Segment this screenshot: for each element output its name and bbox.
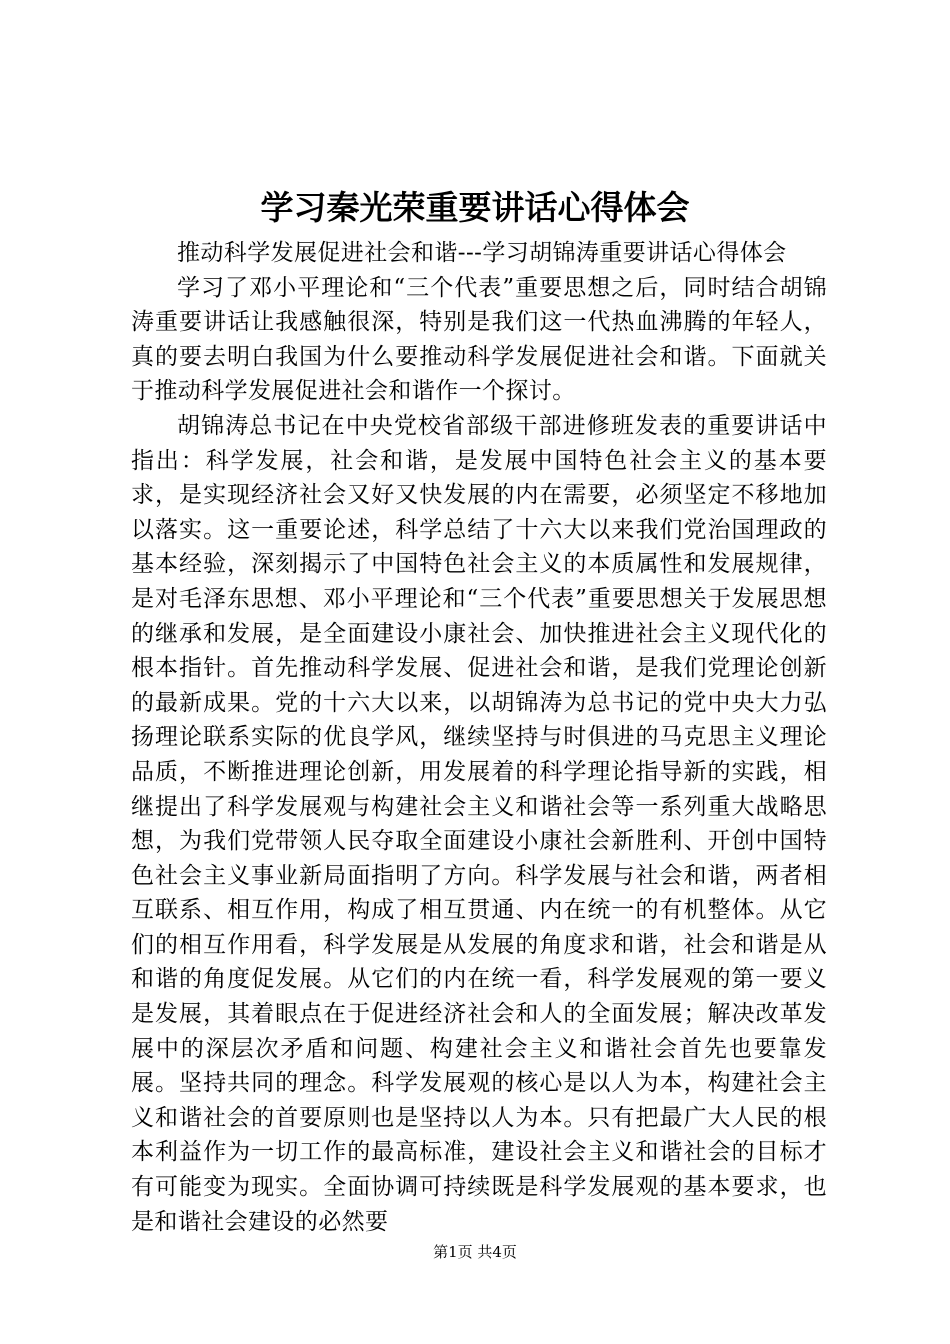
page-number-footer: 第1页 共4页 xyxy=(433,1243,517,1261)
paragraph-intro: 学习了邓小平理论和“三个代表”重要思想之后，同时结合胡锦涛重要讲话让我感触很深，特别是我们这一代热血沸腾的年轻人，真的要去明白我国为什么要推动科学发展促进社会和谐。下面就关于推动科学发展促进社会和谐作一个探讨。 xyxy=(131,274,827,405)
document-body xyxy=(131,236,827,1239)
document-title: 学习秦光荣重要讲话心得体会 xyxy=(260,188,690,227)
paragraph-subtitle: 推动科学发展促进社会和谐---学习胡锦涛重要讲话心得体会 xyxy=(177,240,787,266)
paragraph-main: 胡锦涛总书记在中央党校省部级干部进修班发表的重要讲话中指出：科学发展，社会和谐，是发展中国特色社会主义的基本要求，是实现经济社会又好又快发展的内在需要，必须坚定不移地加以落实。这一重要论述，科学总结了十六大以来我们党治国理政的基本经验，深刻揭示了中国特色社会主义的本质属性和发展规律，是对毛泽东思想、邓小平理论和“三个代表”重要思想关于发展思想的继承和发展，是全面建设小康社会、加快推进社会主义现代化的根本指针。首先推动科学发展、促进社会和谐，是我们党理论创新的最新成果。党的十六大以来，以胡锦涛为总书记的党中央大力弘扬理论联系实际的优良学风，继续坚持与时俱进的马克思主义理论品质，不断推进理论创新，用发展着的科学理论指导新的实践，相继提出了科学发展观与构建社会主义和谐社会等一系列重大战略思想，为我们党带领人民夺取全面建设小康社会新胜利、开创中国特色社会主义事业新局面指明了方向。科学发展与社会和谐，两者相互联系、相互作用，构成了相互贯通、内在统一的有机整体。从它们的相互作用看，科学发展是从发展的角度求和谐，社会和谐是从和谐的角度促发展。从它们的内在统一看，科学发展观的第一要义是发展，其着眼点在于促进经济社会和人的全面发展；解决改革发展中的深层次矛盾和问题、构建社会主义和谐社会首先也要靠发展。坚持共同的理念。科学发展观的核心是以人为本，构建社会主义和谐社会的首要原则也是坚持以人为本。只有把最广大人民的根本利益作为一切工作的最高标准，建设社会主义和谐社会的目标才有可能变为现实。全面协调可持续既是科学发展观的基本要求，也是和谐社会建设的必然要 xyxy=(131,412,827,1235)
